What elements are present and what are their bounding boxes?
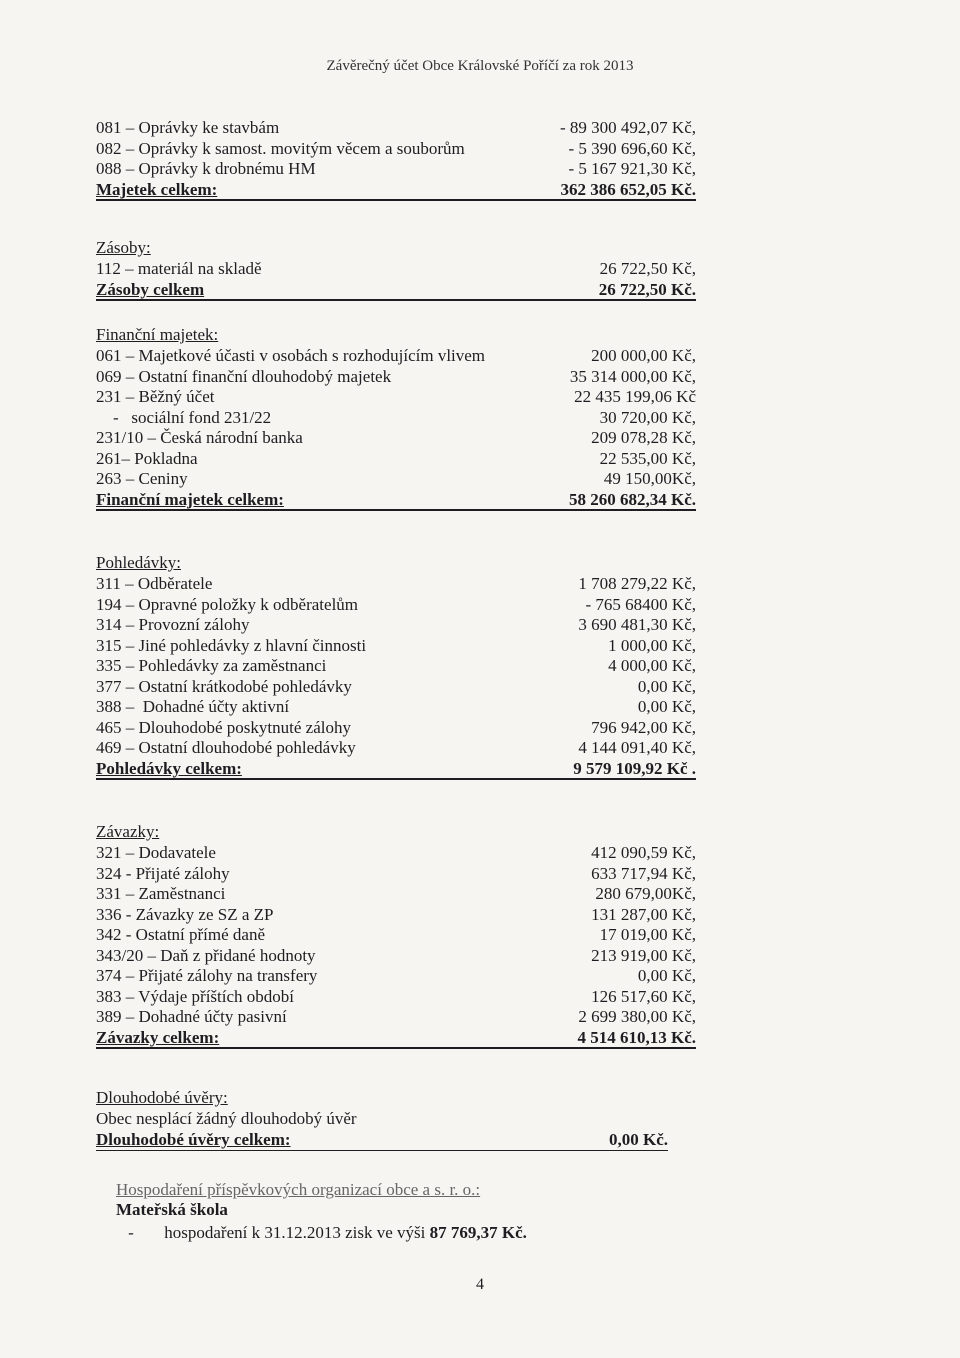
account-row: [96, 905, 696, 926]
account-value: 0,00 Kč,: [637, 697, 696, 716]
account-label: 389 – Dohadné účty pasivní: [96, 1007, 287, 1026]
pohledavky-heading: Pohledávky:: [96, 553, 181, 572]
account-row: [96, 884, 696, 905]
account-label: 231/10 – Česká národní banka: [96, 428, 303, 447]
account-row: [96, 864, 696, 885]
account-value: 131 287,00 Kč,: [591, 904, 696, 924]
account-value: 3 690 481,30 Kč,: [578, 615, 696, 634]
account-label: 377 – Ostatní krátkodobé pohledávky: [96, 676, 352, 696]
account-label: 343/20 – Daň z přidané hodnoty: [96, 945, 316, 965]
account-label: 082 – Oprávky k samost. movitým věcem a souborům: [96, 138, 465, 158]
account-value: 126 517,60 Kč,: [591, 986, 696, 1006]
account-value: 412 090,59 Kč,: [591, 843, 696, 862]
zavazky-total-value: 4 514 610,13 Kč.: [577, 1027, 696, 1047]
zavazky-rows: [96, 843, 696, 1028]
account-value: 2 699 380,00 Kč,: [578, 1007, 696, 1026]
account-label: 088 – Oprávky k drobnému HM: [96, 159, 316, 178]
account-row: [96, 677, 696, 698]
section-zasoby: [96, 238, 696, 302]
account-value: 280 679,00Kč,: [595, 884, 696, 903]
account-label: 324 - Přijaté zálohy: [96, 863, 230, 883]
account-row: [96, 925, 696, 946]
account-value: - 5 390 696,60 Kč,: [568, 138, 696, 158]
account-label: 335 – Pohledávky za zaměstnanci: [96, 656, 327, 675]
account-label: 315 – Jiné pohledávky z hlavní činnosti: [96, 635, 367, 655]
account-label: 263 – Ceniny: [96, 469, 188, 488]
account-value: 22 535,00 Kč,: [599, 448, 696, 468]
pohledavky-total-value: 9 579 109,92 Kč .: [573, 758, 696, 778]
account-value: 17 019,00 Kč,: [599, 925, 696, 944]
hospodareni-org: Mateřská škola: [116, 1200, 228, 1219]
account-value: 35 314 000,00 Kč,: [569, 366, 696, 386]
section-zavazky: [96, 822, 696, 1050]
pohledavky-total-label: Pohledávky celkem:: [96, 758, 242, 778]
account-row: [96, 139, 696, 160]
account-row: [96, 595, 696, 616]
section-hospodareni: [116, 1180, 736, 1244]
section-financni: [96, 325, 696, 512]
account-label: 061 – Majetkové účasti v osobách s rozhodujícím vlivem: [96, 346, 486, 365]
account-value: 209 078,28 Kč,: [591, 428, 696, 447]
uvery-total-value: 0,00 Kč.: [608, 1130, 668, 1149]
zavazky-heading: Závazky:: [96, 822, 160, 841]
account-value: 1 000,00 Kč,: [608, 635, 696, 655]
zavazky-total-label: Závazky celkem:: [96, 1027, 220, 1047]
account-row: [96, 656, 696, 677]
account-label: 112 – materiál na skladě: [96, 259, 262, 278]
account-row: [96, 697, 696, 718]
account-value: 26 722,50 Kč,: [599, 259, 696, 278]
account-row: [96, 718, 696, 739]
financni-total-label: Finanční majetek celkem:: [96, 489, 284, 509]
account-value: 200 000,00 Kč,: [591, 346, 696, 365]
account-value: 4 144 091,40 Kč,: [578, 738, 696, 757]
page-header: Závěrečný účet Obce Královské Poříčí za rok 2013: [326, 58, 634, 74]
zasoby-heading: Zásoby:: [96, 238, 151, 257]
account-value: - 89 300 492,07 Kč,: [560, 118, 696, 137]
account-row: [96, 367, 696, 388]
majetek-total-row: [96, 180, 696, 202]
account-row: [96, 1007, 696, 1028]
account-label: 469 – Ostatní dlouhodobé pohledávky: [96, 738, 356, 757]
hospodareni-heading: Hospodaření příspěvkových organizací obce a s. r. o.:: [116, 1180, 481, 1199]
uvery-heading: Dlouhodobé úvěry:: [96, 1088, 228, 1107]
account-row: [96, 449, 696, 470]
account-label: 314 – Provozní zálohy: [96, 615, 250, 634]
account-row: [96, 615, 696, 636]
account-label: 342 - Ostatní přímé daně: [96, 925, 266, 944]
account-value: 213 919,00 Kč,: [591, 945, 696, 965]
financni-total-row: [96, 490, 696, 512]
pohledavky-total-row: [96, 759, 696, 781]
account-row: [96, 159, 696, 180]
account-row: [96, 738, 696, 759]
account-row: [96, 636, 696, 657]
account-label: - sociální fond 231/22: [96, 407, 272, 427]
zasoby-total-label: Zásoby celkem: [96, 279, 205, 299]
section-majetek: [96, 118, 696, 202]
account-value: 22 435 199,06 Kč: [574, 387, 696, 406]
zasoby-total-row: [96, 280, 696, 302]
majetek-total-label: Majetek celkem:: [96, 179, 218, 199]
hospodareni-line: [116, 1223, 736, 1244]
uvery-total-row: [96, 1130, 668, 1152]
uvery-text: Obec nesplácí žádný dlouhodobý úvěr: [96, 1109, 357, 1128]
account-row: [96, 469, 696, 490]
account-label: 194 – Opravné položky k odběratelům: [96, 594, 359, 614]
majetek-rows: [96, 118, 696, 180]
majetek-total-value: 362 386 652,05 Kč.: [560, 179, 696, 199]
account-label: 465 – Dlouhodobé poskytnuté zálohy: [96, 717, 351, 737]
account-value: 0,00 Kč,: [637, 676, 696, 696]
zasoby-rows: [96, 259, 696, 280]
account-label: 374 – Přijaté zálohy na transfery: [96, 966, 318, 985]
financni-heading: Finanční majetek:: [96, 325, 219, 344]
pohledavky-rows: [96, 574, 696, 759]
account-value: 49 150,00Kč,: [603, 469, 696, 488]
financni-total-value: 58 260 682,34 Kč.: [568, 489, 696, 509]
account-label: 311 – Odběratele: [96, 574, 213, 593]
account-value: 796 942,00 Kč,: [591, 717, 696, 737]
account-label: 081 – Oprávky ke stavbám: [96, 118, 280, 137]
account-label: 388 – Dohadné účty aktivní: [96, 697, 290, 716]
account-row: [96, 346, 696, 367]
section-uvery: [96, 1088, 668, 1152]
financni-rows: [96, 346, 696, 490]
account-row: [96, 118, 696, 139]
account-row: [96, 428, 696, 449]
account-value: 0,00 Kč,: [637, 966, 696, 985]
account-row: [96, 259, 696, 280]
account-row: [96, 987, 696, 1008]
account-value: - 5 167 921,30 Kč,: [568, 159, 696, 178]
zasoby-total-value: 26 722,50 Kč.: [598, 279, 696, 299]
account-label: 331 – Zaměstnanci: [96, 884, 226, 903]
hospodareni-line-text: hospodaření k 31.12.2013 zisk ve výši: [164, 1223, 426, 1242]
hospodareni-amount: 87 769,37 Kč.: [429, 1223, 527, 1242]
account-row: [96, 408, 696, 429]
account-value: 633 717,94 Kč,: [591, 863, 696, 883]
account-label: 231 – Běžný účet: [96, 387, 215, 406]
account-value: 1 708 279,22 Kč,: [578, 574, 696, 593]
section-pohledavky: [96, 553, 696, 781]
account-row: [96, 966, 696, 987]
account-row: [96, 946, 696, 967]
account-row: [96, 574, 696, 595]
account-value: 30 720,00 Kč,: [599, 407, 696, 427]
account-label: 336 - Závazky ze SZ a ZP: [96, 904, 274, 924]
account-label: 321 – Dodavatele: [96, 843, 216, 862]
account-value: - 765 68400 Kč,: [585, 594, 696, 614]
uvery-total-label: Dlouhodobé úvěry celkem:: [96, 1130, 291, 1149]
account-row: [96, 387, 696, 408]
page-number: 4: [476, 1276, 484, 1293]
account-label: 383 – Výdaje příštích období: [96, 986, 294, 1006]
account-label: 261– Pokladna: [96, 448, 198, 468]
account-value: 4 000,00 Kč,: [608, 656, 696, 675]
hospodareni-bullet: -: [128, 1223, 134, 1242]
zavazky-total-row: [96, 1028, 696, 1050]
account-row: [96, 843, 696, 864]
account-label: 069 – Ostatní finanční dlouhodobý majetek: [96, 366, 392, 386]
